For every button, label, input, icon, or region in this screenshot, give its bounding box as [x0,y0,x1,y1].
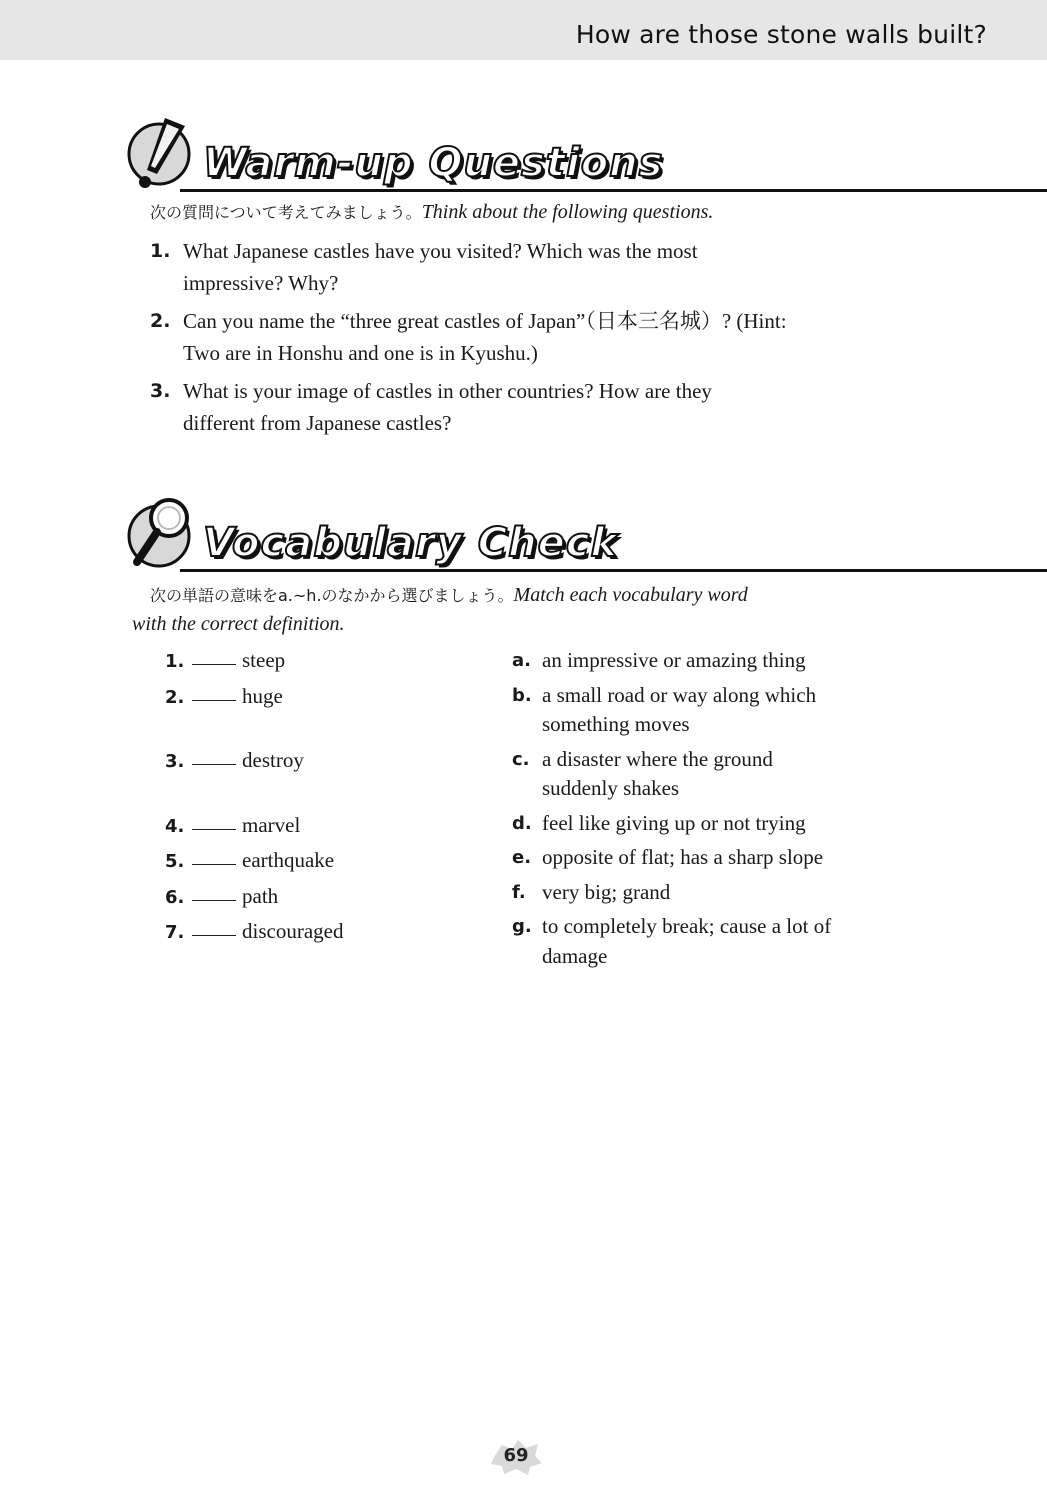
vocab-word-item [165,682,485,713]
vocab-word-item [165,917,485,948]
magnifying-glass-icon [125,492,200,577]
definition-letter: c. [512,748,530,770]
definition-item [512,878,912,908]
vocab-word: discouraged [242,919,344,943]
warmup-instruction [150,198,910,227]
question-line: Two are in Honshu and one is in Kyushu.) [183,341,538,365]
definition-letter: b. [512,684,532,706]
warmup-heading [125,112,1047,192]
vocab-heading-rule [180,569,1047,572]
question-number: 1. [150,240,171,262]
vocab-word: earthquake [242,848,335,872]
warmup-heading-rule [180,189,1047,192]
vocab-number: 6. [165,886,185,908]
vocab-definition-list [512,646,912,971]
vocab-word-item [165,646,485,677]
definition-item [512,843,912,873]
answer-blank[interactable] [192,764,236,765]
definition-letter: g. [512,916,532,937]
vocab-heading [125,492,1047,572]
vocab-instruction [132,581,912,639]
question-number: 2. [150,310,171,332]
vocab-word: steep [242,648,286,672]
question-line: different from Japanese castles? [183,411,452,435]
definition-line: a disaster where the ground [542,746,773,771]
definition-letter: e. [512,847,532,868]
definition-line: damage [542,943,608,968]
definition-line: to completely break; cause a lot of [542,914,832,938]
definition-line: a small road or way along which [542,682,817,707]
page-number [488,1437,544,1477]
vocab-instruction-jp: 次の単語の意味をa.~h.のなかから選びましょう。 [150,586,514,605]
definition-line: suddenly shakes [542,776,680,800]
definition-letter: a. [512,650,531,671]
vocab-title: Vocabulary Check [203,520,619,566]
answer-blank[interactable] [192,935,236,936]
definition-item [512,809,912,839]
vocab-word-item [165,882,485,913]
question-line: impressive? Why? [183,271,339,295]
vocab-word-list [165,646,485,948]
vocab-word: path [242,883,279,908]
definition-line: something moves [542,712,690,736]
answer-blank[interactable] [192,700,236,701]
vocab-word-item [165,746,485,777]
warmup-question-list [150,235,910,445]
vocab-instruction-en-cont: with the correct definition. [132,613,345,635]
definition-item [512,681,912,740]
vocab-instruction-en: Match each vocabulary word [513,584,748,606]
definition-item [512,745,912,804]
definition-line: feel like giving up or not trying [542,810,806,835]
vocab-number: 2. [165,686,185,708]
question-item [150,375,910,439]
question-item [150,305,910,369]
exclamation-icon [125,112,195,192]
warmup-instruction-jp: 次の質問について考えてみましょう。 [150,203,422,222]
vocab-word-item [165,846,485,877]
warmup-instruction-en: Think about the following questions. [421,201,714,223]
vocab-word: destroy [242,748,304,772]
vocab-number: 4. [165,815,185,837]
question-item [150,235,910,299]
question-line: What Japanese castles have you visited? Which was the most [183,239,698,263]
answer-blank[interactable] [192,864,236,865]
answer-blank[interactable] [192,829,236,830]
vocab-number: 7. [165,922,185,943]
vocab-word: huge [242,683,283,708]
vocab-number: 1. [165,651,185,672]
definition-item [512,912,912,971]
answer-blank[interactable] [192,664,236,665]
vocab-number: 3. [165,751,185,772]
definition-line: an impressive or amazing thing [542,648,806,672]
definition-line: opposite of flat; has a sharp slope [542,845,824,869]
vocab-word: marvel [242,812,301,837]
answer-blank[interactable] [192,900,236,901]
definition-item [512,646,912,676]
definition-letter: d. [512,812,532,834]
vocab-word-item [165,811,485,842]
definition-letter: f. [512,881,526,903]
page-number-text: 69 [503,1445,529,1466]
running-title: How are those stone walls built? [575,20,987,49]
warmup-title: Warm-up Questions [203,140,664,186]
question-line: What is your image of castles in other countries? How are they [183,379,712,403]
definition-line: very big; grand [542,879,671,904]
question-line: Can you name the “three great castles of Japan”（日本三名城）? (Hint: [183,309,787,333]
question-number: 3. [150,380,171,402]
vocab-number: 5. [165,851,185,872]
